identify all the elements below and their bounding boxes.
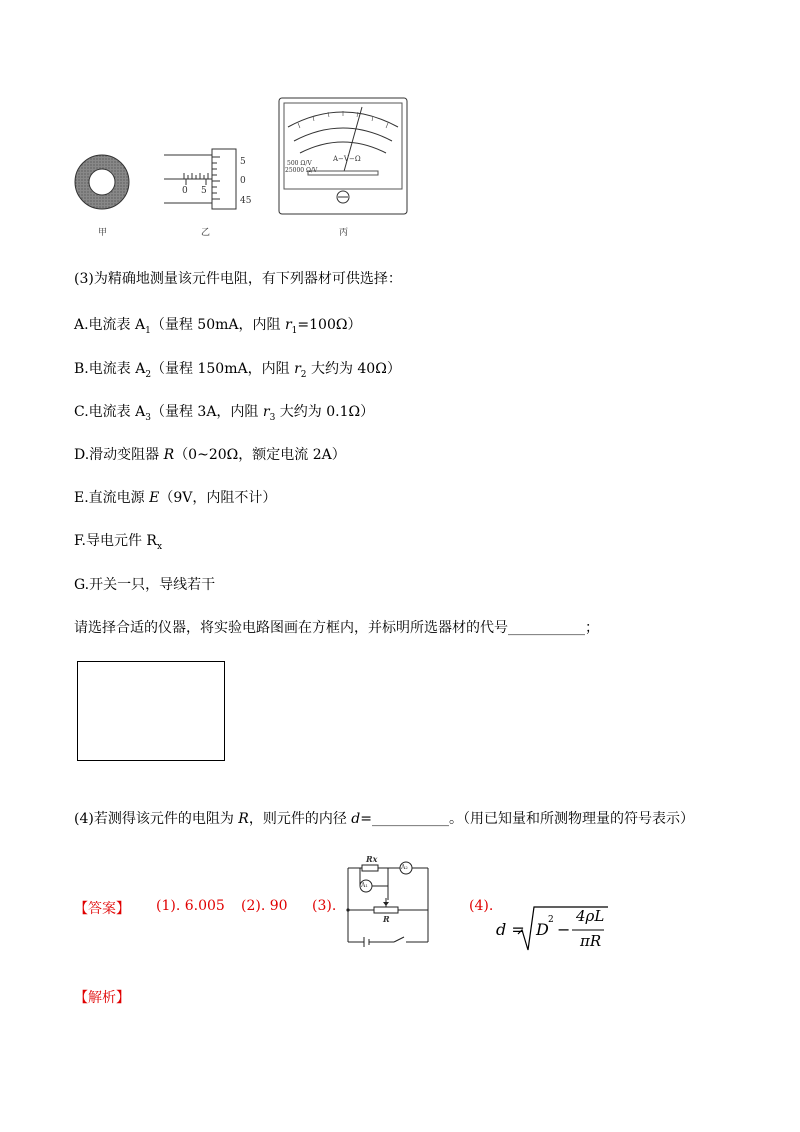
meter-caption: 丙 [339, 228, 349, 238]
question3-instruction: 请选择合适的仪器，将实验电路图画在方框内，并标明所选器材的代号___________； [74, 620, 599, 636]
meter-small-text-1: 500 Ω/V [287, 160, 312, 167]
meter-label: A−V−Ω [333, 155, 361, 163]
circuit-diagram [338, 852, 434, 948]
formula-numerator: 4ρL [576, 907, 605, 925]
question3-intro: (3)为精确地测量该元件电阻，有下列器材可供选择： [74, 271, 402, 287]
formula-exp: 2 [548, 915, 554, 925]
formula-minus: − [557, 920, 571, 939]
answer-box [77, 661, 225, 761]
formula-d: D [536, 920, 549, 939]
circuit-label-a1: A₁ [361, 882, 368, 889]
micrometer-main-0: 0 [182, 186, 188, 196]
ring-caption: 甲 [98, 228, 108, 238]
ring-figure [72, 152, 132, 212]
item-c: C.电流表 $A_3$（量程 3A，内阻 $r_3$ 大约为 0.1Ω） [74, 404, 375, 423]
answer-label: 【答案】 [74, 901, 130, 917]
circuit-label-a2: A₂ [401, 864, 408, 871]
circuit-label-rx: Rx [366, 854, 378, 864]
meter-small-text-2: 25000 Ω/V [285, 167, 318, 174]
micrometer-scale-5: 5 [240, 157, 246, 167]
item-a: A.电流表 $A_1$（量程 50mA，内阻 $r_1=100\Omega$） [74, 317, 362, 336]
question4-text: (4)若测得该元件的电阻为 R，则元件的内径 d=___________。（用已知量和所测物理量的符号表示） [74, 811, 694, 827]
item-e: E.直流电源 E（9V，内阻不计） [74, 490, 277, 506]
circuit-label-r: R [383, 914, 390, 924]
item-g: G.开关一只，导线若干 [74, 577, 216, 593]
answer-part3: (3). [312, 898, 337, 914]
analysis-label: 【解析】 [74, 990, 130, 1006]
micrometer-main-5: 5 [201, 186, 207, 196]
answer-part1: (1). 6.005 [156, 898, 225, 914]
formula-denominator: πR [580, 932, 602, 950]
answer-part2: (2). 90 [241, 898, 288, 914]
micrometer-scale-45: 45 [240, 196, 252, 206]
answer-formula [496, 904, 616, 954]
item-b: B.电流表 $A_2$（量程 150mA，内阻 $r_2$ 大约为 40Ω） [74, 361, 401, 380]
item-d: D.滑动变阻器 R（0~20Ω，额定电流 2A） [74, 447, 346, 463]
micrometer-scale-0: 0 [240, 176, 246, 186]
formula-lhs: d = [496, 920, 525, 939]
answer-part4: (4). [469, 898, 494, 914]
item-f: F.导电元件 $R_x$ [74, 533, 163, 552]
micrometer-caption: 乙 [201, 228, 211, 238]
